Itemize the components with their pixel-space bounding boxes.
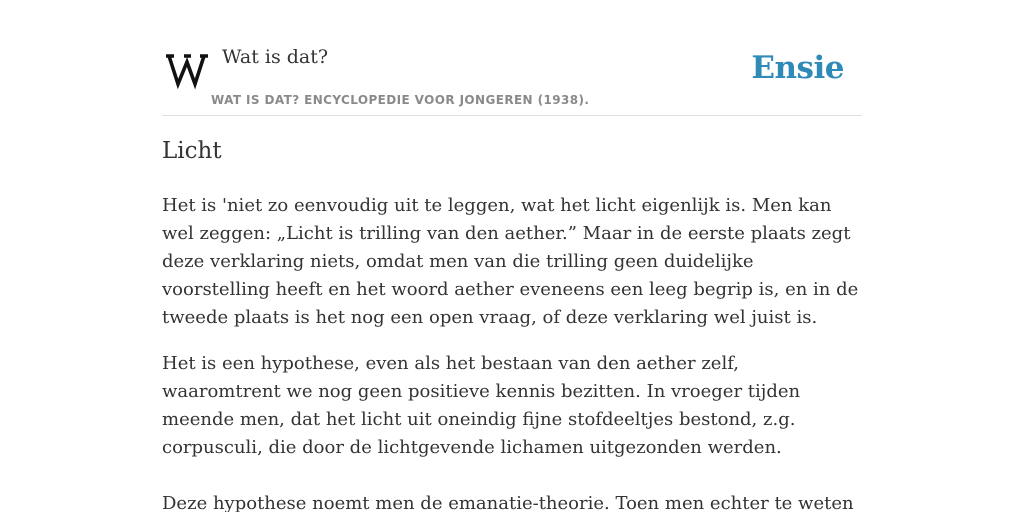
article-body xyxy=(162,192,862,512)
article-paragraph: Deze hypothese noemt men de emanatie-theorie. Toen men echter te weten xyxy=(162,493,854,512)
article-paragraph: Het is 'niet zo eenvoudig uit te leggen, wat het licht eigenlijk is. Men kan wel zeggen: „Licht is trilling van den aether.” Maar in de eerste plaats zegt deze verklaring niets, omdat men van die trilling geen duidelijke voorstelling heeft en het woord aether eveneens een leeg begrip is, en in de tweede plaats is het nog een open vraag, of deze verklaring wel juist is. xyxy=(162,195,859,328)
book-title[interactable]: Wat is dat? xyxy=(222,46,329,68)
wikipedia-w-icon[interactable] xyxy=(165,50,209,90)
article-paragraph: Het is een hypothese, even als het bestaan van den aether zelf, waaromtrent we nog geen positieve kennis bezitten. In vroeger tijden meende men, dat het licht uit oneindig fijne stofdeeltjes bestond, z.g. corpusculi, die door de lichtgevende lichamen uitgezonden werden. xyxy=(162,353,801,458)
brand-logo-link[interactable]: Ensie xyxy=(751,50,844,86)
book-subtitle: WAT IS DAT? ENCYCLOPEDIE VOOR JONGEREN (1938). xyxy=(211,93,590,107)
book-header xyxy=(162,40,862,116)
article-title: Licht xyxy=(162,138,222,164)
